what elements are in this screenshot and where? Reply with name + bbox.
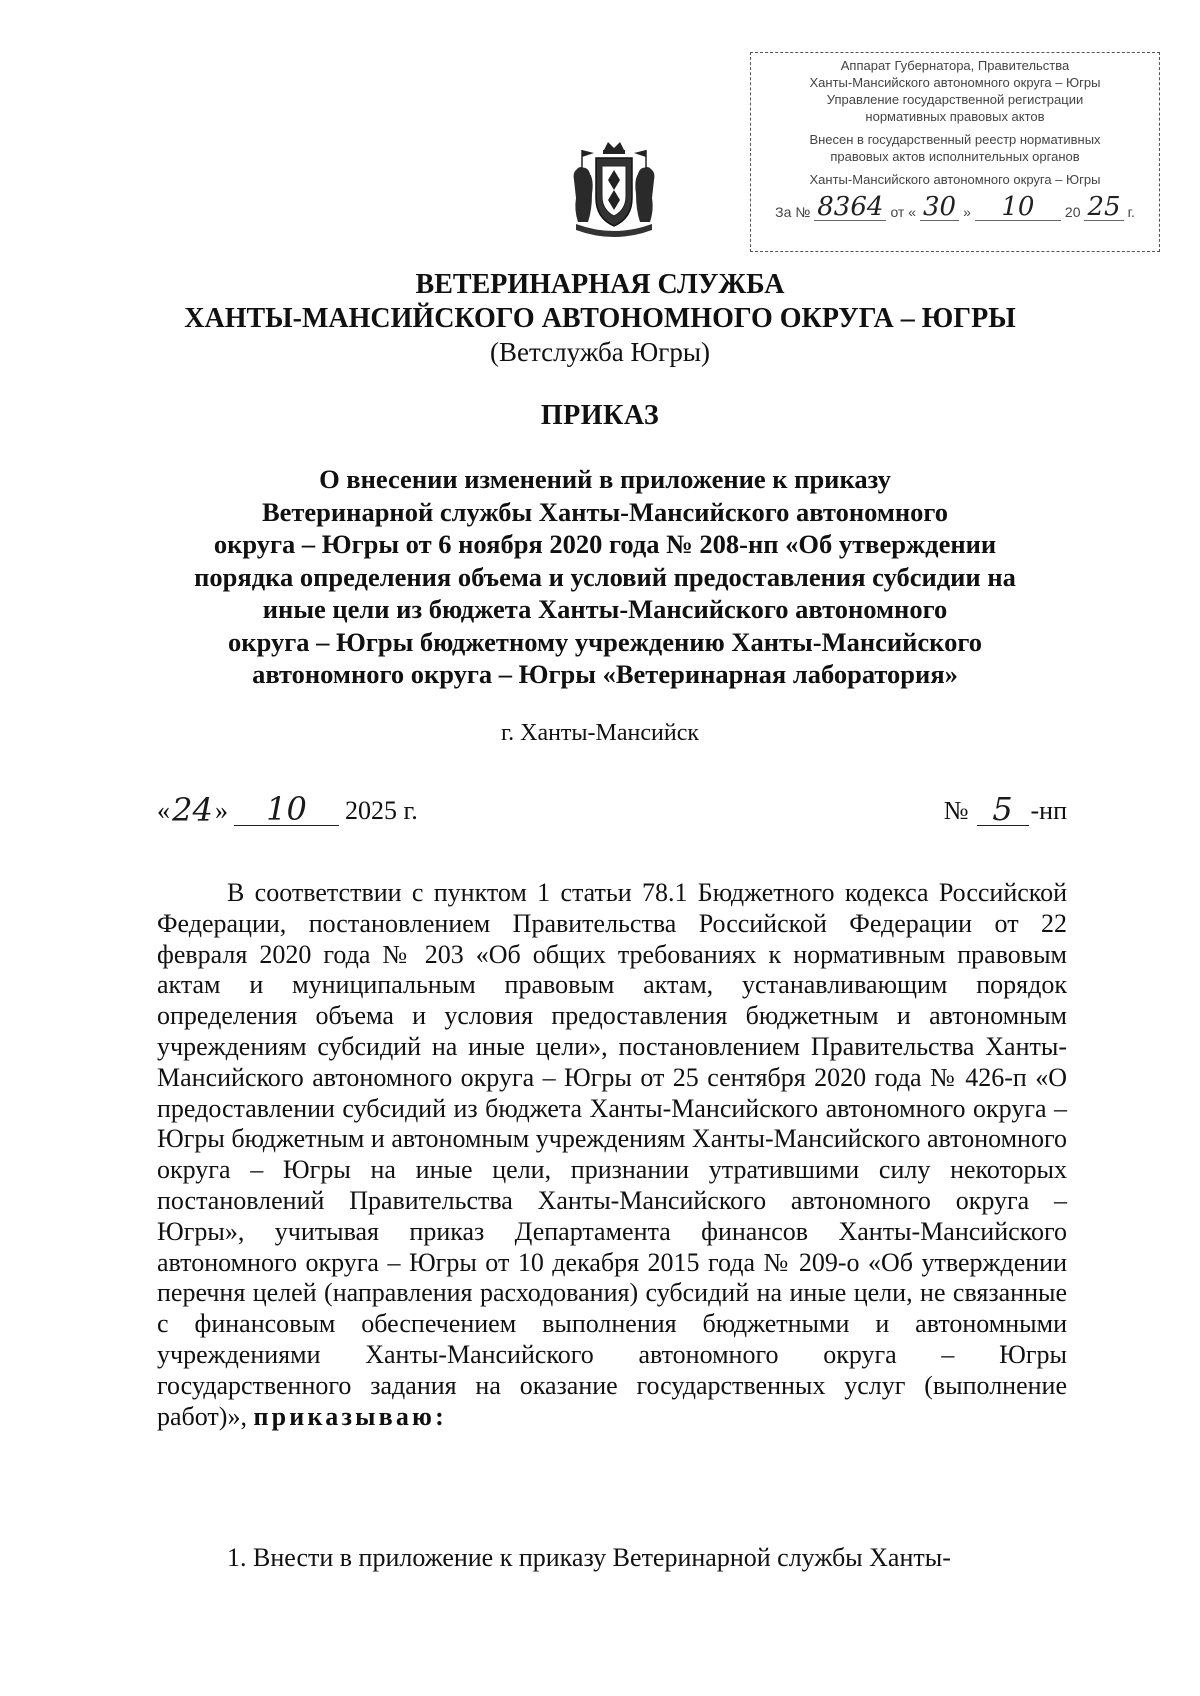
body-paragraph-1 — [157, 878, 1067, 1432]
subject-line: порядка определения объема и условий предоставления субсидии на — [194, 561, 1016, 592]
number-value: 5 — [977, 793, 1029, 826]
stamp-reg-year-prefix: 20 — [1064, 204, 1081, 220]
org-line-1: ВЕТЕРИНАРНАЯ СЛУЖБА — [415, 269, 785, 300]
stamp-reg-year: 25 — [1084, 194, 1123, 221]
coat-of-arms-icon — [568, 140, 660, 240]
stamp-line: нормативных правовых актов — [865, 109, 1045, 124]
stamp-line: Аппарат Губернатора, Правительства — [840, 58, 1070, 73]
stamp-reg-quote: » — [963, 204, 971, 220]
stamp-reg-month: 10 — [975, 194, 1061, 221]
subject-line: О внесении изменений в приложение к приказу — [319, 464, 891, 494]
stamp-reg-number: 8364 — [814, 194, 886, 221]
org-line-2: ХАНТЫ-МАНСИЙСКОГО АВТОНОМНОГО ОКРУГА – ЮГРЫ — [184, 303, 1016, 334]
subject-line: иные цели из бюджета Ханты-Мансийского автономного — [262, 594, 948, 624]
stamp-line: Внесен в государственный реестр нормативных — [809, 132, 1101, 147]
registration-stamp — [750, 52, 1160, 252]
stamp-reg-day: 30 — [920, 194, 959, 221]
stamp-reg-from: от « — [890, 204, 917, 220]
number-label: № — [943, 796, 969, 825]
subject-line: автономного округа – Югры «Ветеринарная лаборатория» — [252, 659, 958, 689]
document-number — [943, 790, 1067, 828]
date-year: 2025 г. — [345, 796, 418, 825]
stamp-line: правовых актов исполнительных органов — [830, 149, 1080, 164]
stamp-registration-number — [757, 194, 1153, 221]
date-number-row — [157, 790, 1067, 833]
subject-line: округа – Югры бюджетному учреждению Ханты-Мансийского — [228, 626, 982, 657]
stamp-reg-suffix: г. — [1127, 204, 1135, 220]
stamp-line: Ханты-Мансийского автономного округа – Югры — [809, 172, 1101, 187]
date-close-quote: » — [215, 796, 228, 825]
stamp-line: Управление государственной регистрации — [826, 92, 1084, 107]
number-suffix: -нп — [1030, 796, 1067, 825]
order-word: приказываю: — [253, 1401, 447, 1431]
paragraph-1-text: В соответствии с пунктом 1 статьи 78.1 Бюджетного кодекса Российской Федерации, постановлением Правительства Российской Федерации от 22 февраля 2020 года № 203 «Об общих требованиях к нормативным правовым актам и муниципальным правовым актам, устанавливающим порядок определения объема и условия предоставления бюджетным и автономным учреждениям субсидий на иные цели», постановлением Правительства Ханты-Мансийского автономного округа – Югры от 25 сентября 2020 года № 426-п «О предоставлении субсидий из бюджета Ханты-Мансийского автономного округа – Югры бюджетным и автономным учреждениям Ханты-Мансийского автономного округа – Югры на иные цели, признании утратившими силу некоторых постановлений Правительства Ханты-Мансийского автономного округа – Югры», учитывая приказ Департамента финансов Ханты-Мансийского автономного округа – Югры от 10 декабря 2015 года № 209-о «Об утверждении перечня целей (направления расходования) субсидий на иные цели, не связанные с финансовым обеспечением выполнения бюджетными и автономными учреждениями Ханты-Мансийского автономного округа – Югры государственного задания на оказание государственных услуг (выполнение работ)», — [157, 878, 1067, 1431]
stamp-line: Ханты-Мансийского автономного округа – Югры — [809, 75, 1101, 90]
date-day: 24 — [172, 791, 213, 829]
date-open-quote: « — [157, 796, 170, 825]
stamp-reg-prefix: За № — [775, 204, 811, 220]
document-date — [157, 790, 418, 829]
city: г. Ханты-Мансийск — [500, 720, 700, 746]
subject-line: Ветеринарной службы Ханты-Мансийского автономного — [261, 496, 949, 527]
document-type: ПРИКАЗ — [540, 400, 660, 431]
organization-short-name: (Ветслужба Югры) — [490, 337, 710, 367]
document-subject — [170, 463, 1040, 691]
body-paragraph-2: 1. Внести в приложение к приказу Ветеринарной службы Ханты- — [227, 1543, 951, 1572]
organization-name — [0, 268, 1200, 336]
subject-line: округа – Югры от 6 ноября 2020 года № 208-нп «Об утверждении — [213, 529, 997, 559]
date-month: 10 — [234, 793, 339, 826]
